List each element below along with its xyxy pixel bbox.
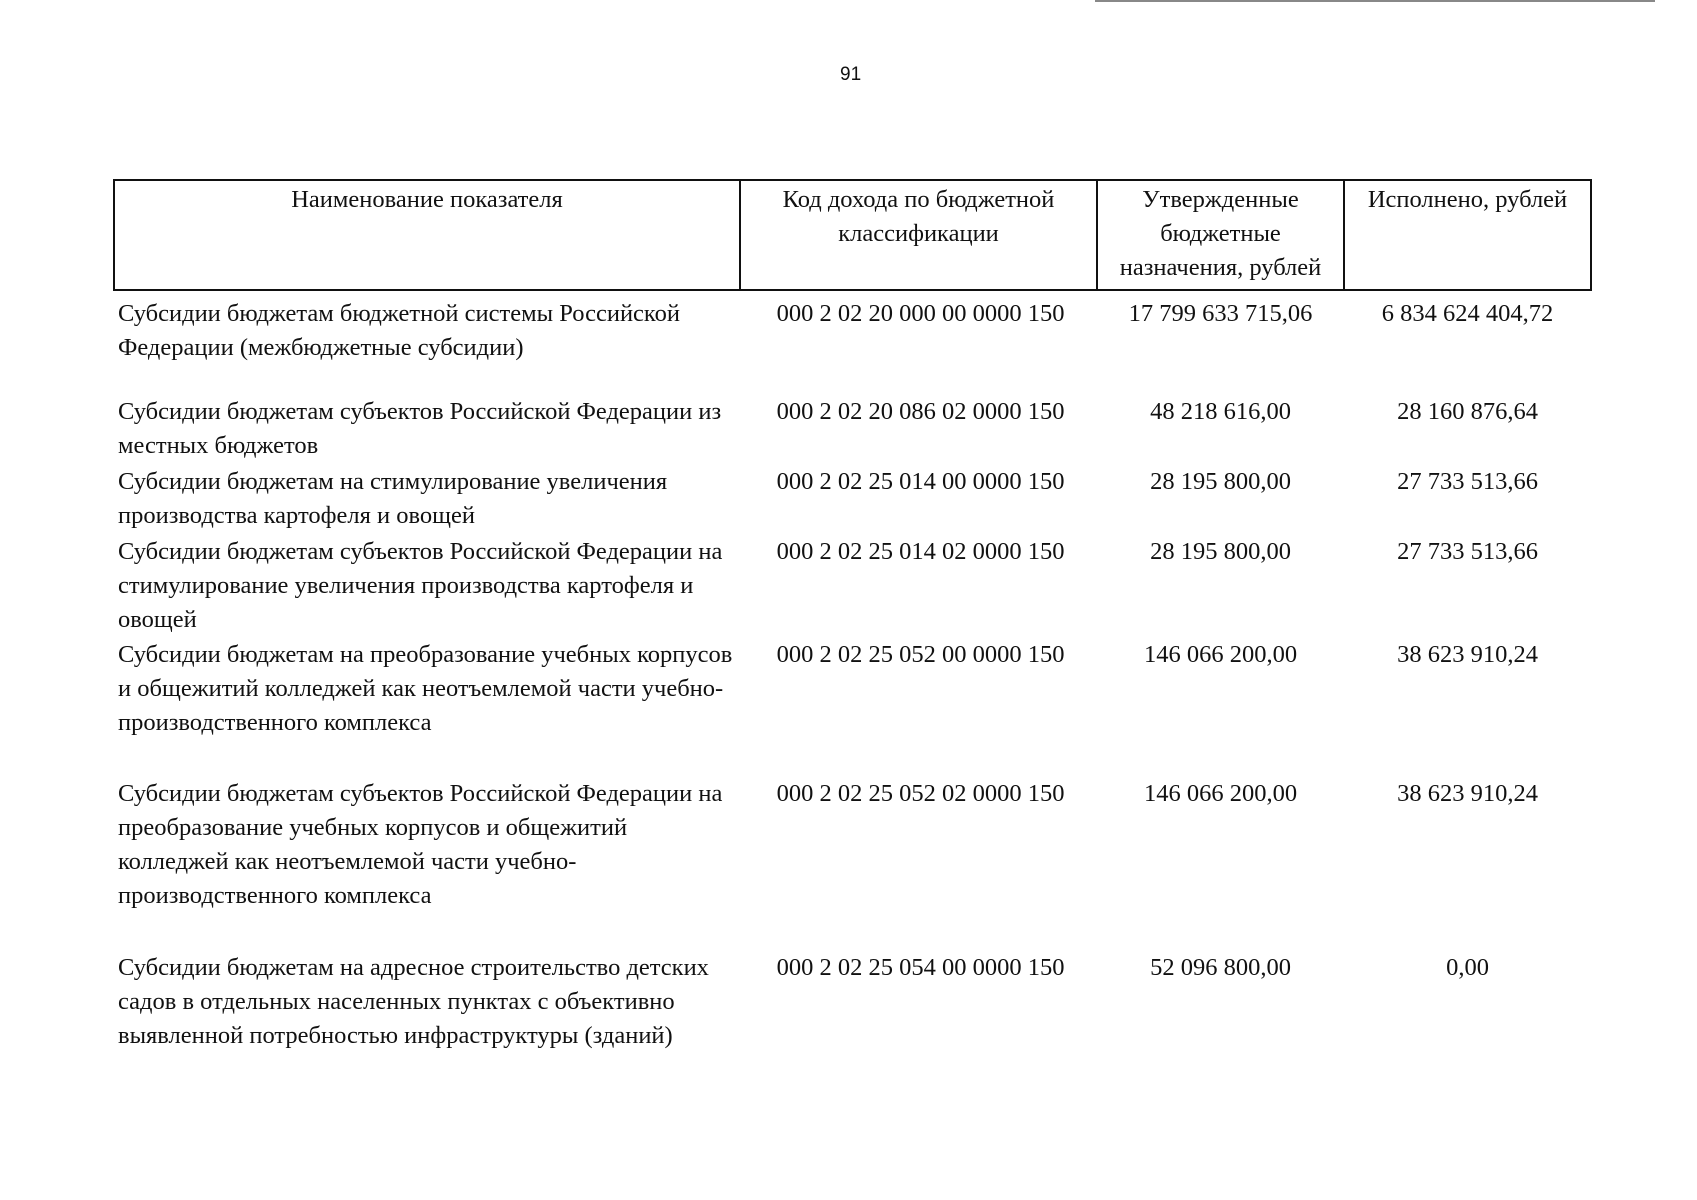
row-approved-amount: 28 195 800,00: [1150, 468, 1291, 495]
header-indicator-name: Наименование показателя: [114, 180, 740, 290]
table-body: [114, 290, 1591, 1091]
row-executed-amount: 38 623 910,24: [1397, 780, 1538, 807]
row-approved-amount: 146 066 200,00: [1143, 641, 1298, 668]
table-row: [114, 951, 1591, 1091]
header-income-code: Код дохода по бюджетной классификации: [740, 180, 1097, 290]
table-row: [114, 638, 1591, 777]
row-executed-amount: 0,00: [1446, 954, 1489, 981]
row-executed-amount: 6 834 624 404,72: [1381, 300, 1554, 327]
table-row: [114, 290, 1591, 395]
row-approved-amount: 52 096 800,00: [1150, 954, 1291, 981]
header-row: [114, 180, 1591, 290]
row-executed-amount: 28 160 876,64: [1397, 398, 1538, 425]
row-executed-amount: 38 623 910,24: [1397, 641, 1538, 668]
row-indicator-name: Субсидии бюджетам субъектов Российской Федерации на стимулирование увеличения производства картофеля и овощей: [118, 538, 723, 633]
row-indicator-name: Субсидии бюджетам на стимулирование увеличения производства картофеля и овощей: [118, 468, 668, 529]
scan-top-rule: [1095, 0, 1655, 2]
row-indicator-name: Субсидии бюджетам бюджетной системы Российской Федерации (межбюджетные субсидии): [118, 300, 680, 361]
row-income-code: 000 2 02 25 054 00 0000 150: [776, 954, 1065, 981]
row-income-code: 000 2 02 25 014 00 0000 150: [776, 468, 1065, 495]
header-approved-amount: Утвержденные бюджетные назначения, рублей: [1097, 180, 1344, 290]
row-indicator-name: Субсидии бюджетам субъектов Российской Федерации из местных бюджетов: [118, 398, 722, 459]
row-income-code: 000 2 02 25 014 02 0000 150: [776, 538, 1065, 565]
row-income-code: 000 2 02 25 052 00 0000 150: [776, 641, 1065, 668]
row-income-code: 000 2 02 25 052 02 0000 150: [776, 780, 1065, 807]
table-row: [114, 535, 1591, 638]
row-income-code: 000 2 02 20 000 00 0000 150: [776, 300, 1065, 327]
table-row: [114, 777, 1591, 951]
row-indicator-name: Субсидии бюджетам на адресное строительство детских садов в отдельных населенных пунктах с объективно выявленной потребностью инфраструктуры (зданий): [118, 954, 709, 1049]
row-approved-amount: 146 066 200,00: [1143, 780, 1298, 807]
row-indicator-name: Субсидии бюджетам субъектов Российской Федерации на преобразование учебных корпусов и общежитий колледжей как неотъемлемой части учебно-производственного комплекса: [118, 780, 723, 909]
table-row: [114, 395, 1591, 465]
table-header: [114, 180, 1591, 290]
row-income-code: 000 2 02 20 086 02 0000 150: [776, 398, 1065, 425]
header-executed-amount: Исполнено, рублей: [1344, 180, 1591, 290]
page-number: 91: [840, 64, 862, 85]
budget-table-container: [113, 179, 1590, 1091]
row-approved-amount: 17 799 633 715,06: [1128, 300, 1313, 327]
table-row: [114, 465, 1591, 535]
budget-table: [113, 179, 1592, 1091]
row-indicator-name: Субсидии бюджетам на преобразование учебных корпусов и общежитий колледжей как неотъемлемой части учебно-производственного комплекса: [118, 641, 733, 736]
row-approved-amount: 48 218 616,00: [1150, 398, 1291, 425]
row-executed-amount: 27 733 513,66: [1397, 538, 1538, 565]
row-approved-amount: 28 195 800,00: [1150, 538, 1291, 565]
row-executed-amount: 27 733 513,66: [1397, 468, 1538, 495]
